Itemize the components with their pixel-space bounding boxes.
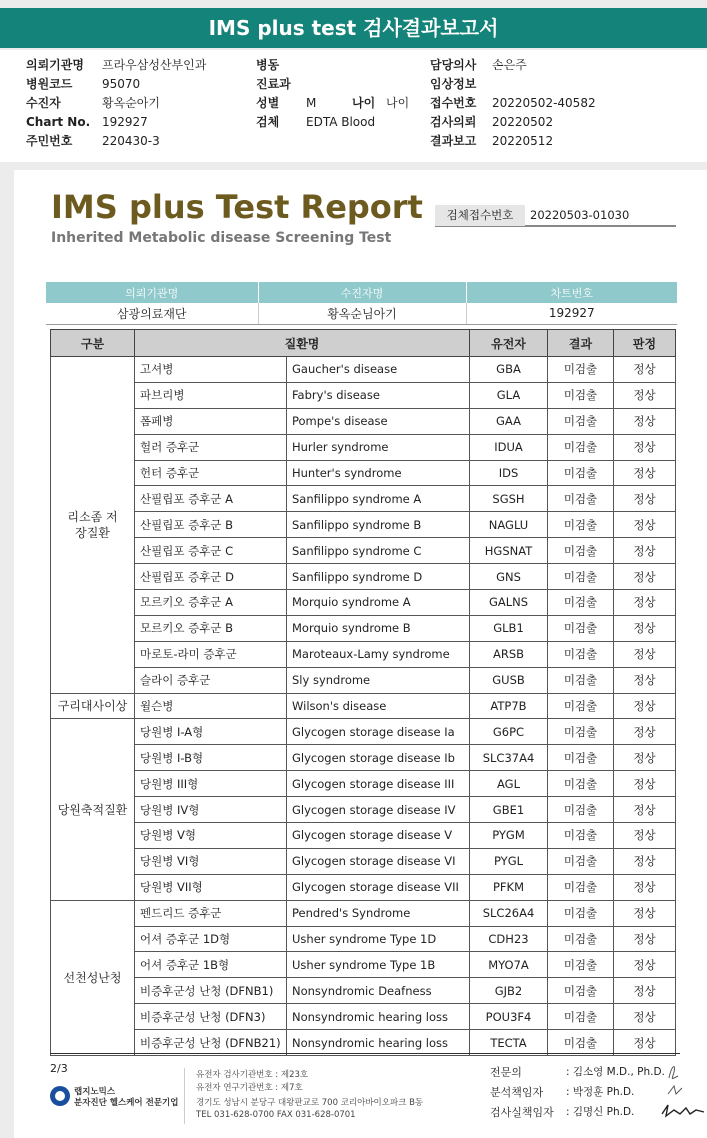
disease-en-cell: Nonsyndromic hearing loss <box>287 1004 470 1030</box>
gene-cell: HGSNAT <box>470 538 548 564</box>
info-column-2 <box>256 56 426 132</box>
result-cell: 미검출 <box>548 512 614 538</box>
gene-cell: GALNS <box>470 590 548 616</box>
disease-en-cell: Usher syndrome Type 1B <box>287 952 470 978</box>
result-cell: 미검출 <box>548 641 614 667</box>
signer-role: 전문의 <box>490 1066 522 1079</box>
doctor-value: 손은주 <box>492 58 527 72</box>
table-row <box>51 486 676 512</box>
disease-en-cell: Glycogen storage disease III <box>287 771 470 797</box>
judgement-cell: 정상 <box>614 512 676 538</box>
result-cell: 미검출 <box>548 797 614 823</box>
table-row <box>51 408 676 434</box>
result-cell: 미검출 <box>548 615 614 641</box>
disease-en-cell: Fabry's disease <box>287 382 470 408</box>
disease-ko-cell: 헌터 증후군 <box>135 460 287 486</box>
table-row <box>51 1004 676 1030</box>
disease-ko-cell: 당원병 VII형 <box>135 874 287 900</box>
report-date-value: 20220512 <box>492 134 554 148</box>
chart-no-label: Chart No. <box>26 115 91 129</box>
patient-info-panel <box>0 50 707 162</box>
report-page <box>14 170 707 1138</box>
judgement-cell: 정상 <box>614 1004 676 1030</box>
judgement-cell: 정상 <box>614 771 676 797</box>
judgement-cell: 정상 <box>614 1030 676 1056</box>
judgement-cell: 정상 <box>614 460 676 486</box>
disease-en-cell: Hunter's syndrome <box>287 460 470 486</box>
disease-ko-cell: 당원병 V형 <box>135 823 287 849</box>
hospital-code-value: 95070 <box>102 77 141 91</box>
request-date-value: 20220502 <box>492 115 554 129</box>
gene-cell: IDS <box>470 460 548 486</box>
disease-ko-cell: 어셔 증후군 1D형 <box>135 926 287 952</box>
dept-label: 진료과 <box>256 77 291 91</box>
disease-ko-cell: 당원병 I-A형 <box>135 719 287 745</box>
result-cell: 미검출 <box>548 952 614 978</box>
disease-en-cell: Wilson's disease <box>287 693 470 719</box>
judgement-cell: 정상 <box>614 408 676 434</box>
gene-cell: POU3F4 <box>470 1004 548 1030</box>
result-cell: 미검출 <box>548 719 614 745</box>
disease-en-cell: Morquio syndrome B <box>287 615 470 641</box>
disease-ko-cell: 비증후군성 난청 (DFN3) <box>135 1004 287 1030</box>
patient-header: 수진자명 <box>258 282 466 303</box>
disease-en-cell: Pompe's disease <box>287 408 470 434</box>
patient-label: 수진자 <box>26 96 61 110</box>
disease-ko-cell: 어셔 증후군 1B형 <box>135 952 287 978</box>
result-cell: 미검출 <box>548 693 614 719</box>
receipt-no-value: 20220502-40582 <box>492 96 596 110</box>
disease-ko-cell: 비증후군성 난청 (DFNB1) <box>135 978 287 1004</box>
judgement-cell: 정상 <box>614 823 676 849</box>
gene-cell: GLA <box>470 382 548 408</box>
judgement-cell: 정상 <box>614 357 676 383</box>
results-body <box>51 357 676 1056</box>
sex-label: 성별 <box>256 96 280 110</box>
disease-ko-cell: 모르키오 증후군 B <box>135 615 287 641</box>
doctor-label: 담당의사 <box>430 58 477 72</box>
request-date-label: 검사의뢰 <box>430 115 477 129</box>
table-row <box>51 978 676 1004</box>
result-cell: 미검출 <box>548 823 614 849</box>
judgement-cell: 정상 <box>614 874 676 900</box>
result-cell: 미검출 <box>548 564 614 590</box>
table-row <box>51 1030 676 1056</box>
lab-address: 경기도 성남시 분당구 대왕판교로 700 코리아바이오파크 B동 <box>196 1098 424 1108</box>
judgement-cell: 정상 <box>614 719 676 745</box>
disease-ko-cell: 슬라이 증후군 <box>135 667 287 693</box>
disease-en-cell: Glycogen storage disease Ib <box>287 745 470 771</box>
disease-en-cell: Hurler syndrome <box>287 434 470 460</box>
category-cell: 리소좀 저장질환 <box>51 357 135 694</box>
disease-ko-cell: 비증후군성 난청 (DFNB21) <box>135 1030 287 1056</box>
table-row <box>51 382 676 408</box>
gene-cell: PYGM <box>470 823 548 849</box>
patient-cell: 192927 <box>466 303 677 324</box>
result-cell: 미검출 <box>548 848 614 874</box>
disease-ko-cell: 당원병 VI형 <box>135 848 287 874</box>
report-title: IMS plus Test Report <box>51 188 423 226</box>
table-row <box>51 848 676 874</box>
hospital-label: 의뢰기관명 <box>26 58 84 72</box>
receipt-no-label: 접수번호 <box>430 96 477 110</box>
ward-label: 병동 <box>256 58 280 72</box>
table-row <box>51 900 676 926</box>
judgement-cell: 정상 <box>614 641 676 667</box>
gene-cell: ATP7B <box>470 693 548 719</box>
disease-en-cell: Nonsyndromic Deafness <box>287 978 470 1004</box>
disease-en-cell: Usher syndrome Type 1D <box>287 926 470 952</box>
gene-cell: NAGLU <box>470 512 548 538</box>
category-cell: 당원축적질환 <box>51 719 135 900</box>
disease-en-cell: Sly syndrome <box>287 667 470 693</box>
table-row <box>51 590 676 616</box>
age-label: 나이 <box>352 96 376 110</box>
judgement-cell: 정상 <box>614 382 676 408</box>
disease-ko-cell: 마로토-라미 증후군 <box>135 641 287 667</box>
signer-role: 검사실책임자 <box>490 1106 554 1119</box>
disease-en-cell: Glycogen storage disease IV <box>287 797 470 823</box>
disease-en-cell: Glycogen storage disease Ia <box>287 719 470 745</box>
disease-en-cell: Glycogen storage disease V <box>287 823 470 849</box>
logo-text: 랩지노믹스 <box>74 1087 116 1097</box>
result-cell: 미검출 <box>548 460 614 486</box>
report-footer <box>50 1053 680 1133</box>
table-row <box>51 512 676 538</box>
gene-cell: GUSB <box>470 667 548 693</box>
gene-cell: SLC26A4 <box>470 900 548 926</box>
lab-license-1: 유전자 검사기관번호 : 제23호 <box>196 1070 309 1080</box>
result-cell: 미검출 <box>548 874 614 900</box>
result-cell: 미검출 <box>548 926 614 952</box>
gene-cell: AGL <box>470 771 548 797</box>
disease-ko-cell: 산필립포 증후군 A <box>135 486 287 512</box>
disease-ko-cell: 당원병 IV형 <box>135 797 287 823</box>
gene-cell: TECTA <box>470 1030 548 1056</box>
report-header-title: IMS plus test 검사결과보고서 <box>0 8 707 48</box>
disease-ko-cell: 당원병 III형 <box>135 771 287 797</box>
gene-cell: GLB1 <box>470 615 548 641</box>
resident-no-label: 주민번호 <box>26 134 73 148</box>
signature-mark <box>660 1102 707 1120</box>
disease-ko-cell: 모르키오 증후군 A <box>135 590 287 616</box>
judgement-cell: 정상 <box>614 848 676 874</box>
specimen-label: 검체 <box>256 115 280 129</box>
judgement-cell: 정상 <box>614 538 676 564</box>
gene-cell: MYO7A <box>470 952 548 978</box>
receipt-value: 20220503-01030 <box>530 208 630 222</box>
gene-cell: SLC37A4 <box>470 745 548 771</box>
lab-license-2: 유전자 연구기관번호 : 제7호 <box>196 1083 303 1093</box>
age-value: 나이 <box>386 96 410 110</box>
results-header: 판정 <box>614 330 676 357</box>
results-header: 결과 <box>548 330 614 357</box>
result-cell: 미검출 <box>548 538 614 564</box>
logo-icon <box>50 1086 70 1106</box>
table-row <box>51 771 676 797</box>
result-cell: 미검출 <box>548 382 614 408</box>
disease-ko-cell: 폼페병 <box>135 408 287 434</box>
disease-en-cell: Glycogen storage disease VI <box>287 848 470 874</box>
category-cell: 선천성난청 <box>51 900 135 1055</box>
results-header: 유전자 <box>470 330 548 357</box>
table-row <box>51 874 676 900</box>
report-subtitle: Inherited Metabolic disease Screening Test <box>51 230 392 246</box>
gene-cell: GNS <box>470 564 548 590</box>
table-row <box>51 926 676 952</box>
table-row <box>51 719 676 745</box>
signature-mark <box>666 1062 680 1082</box>
receipt-label: 검체접수번호 <box>435 205 525 226</box>
gene-cell: SGSH <box>470 486 548 512</box>
gene-cell: PYGL <box>470 848 548 874</box>
hospital-value: 프라우삼성산부인과 <box>102 58 207 72</box>
judgement-cell: 정상 <box>614 434 676 460</box>
judgement-cell: 정상 <box>614 900 676 926</box>
category-cell: 구리대사이상 <box>51 693 135 719</box>
patient-header: 의뢰기관명 <box>46 282 258 303</box>
table-row <box>51 797 676 823</box>
signer-name: : 김소영 M.D., Ph.D. <box>566 1066 665 1078</box>
judgement-cell: 정상 <box>614 926 676 952</box>
result-cell: 미검출 <box>548 1004 614 1030</box>
lab-contact: TEL 031-628-0700 FAX 031-628-0701 <box>196 1110 356 1120</box>
result-cell: 미검출 <box>548 408 614 434</box>
disease-ko-cell: 헐러 증후군 <box>135 434 287 460</box>
table-row <box>51 641 676 667</box>
table-row <box>51 460 676 486</box>
disease-en-cell: Sanfilippo syndrome B <box>287 512 470 538</box>
logo-tagline: 분자진단 헬스케어 전문기업 <box>74 1098 179 1108</box>
result-cell: 미검출 <box>548 486 614 512</box>
table-row <box>51 952 676 978</box>
disease-en-cell: Morquio syndrome A <box>287 590 470 616</box>
page-number: 2/3 <box>50 1062 68 1075</box>
chart-no-value: 192927 <box>102 115 148 129</box>
patient-value: 황옥순아기 <box>102 96 160 110</box>
report-date-label: 결과보고 <box>430 134 477 148</box>
disease-ko-cell: 파브리병 <box>135 382 287 408</box>
signer-name: : 박정훈 Ph.D. <box>566 1086 635 1098</box>
judgement-cell: 정상 <box>614 745 676 771</box>
disease-en-cell: Gaucher's disease <box>287 357 470 383</box>
result-cell: 미검출 <box>548 667 614 693</box>
result-cell: 미검출 <box>548 978 614 1004</box>
disease-en-cell: Sanfilippo syndrome C <box>287 538 470 564</box>
disease-en-cell: Glycogen storage disease VII <box>287 874 470 900</box>
disease-ko-cell: 산필립포 증후군 B <box>135 512 287 538</box>
disease-ko-cell: 당원병 I-B형 <box>135 745 287 771</box>
results-table <box>50 329 676 1056</box>
specimen-receipt-box <box>435 205 676 227</box>
judgement-cell: 정상 <box>614 615 676 641</box>
table-row <box>51 693 676 719</box>
patient-header: 차트번호 <box>466 282 677 303</box>
table-row <box>51 564 676 590</box>
disease-ko-cell: 산필립포 증후군 D <box>135 564 287 590</box>
result-cell: 미검출 <box>548 900 614 926</box>
results-header: 질환명 <box>135 330 470 357</box>
gene-cell: CDH23 <box>470 926 548 952</box>
patient-cell: 삼광의료재단 <box>46 303 258 324</box>
patient-cell: 황옥순님아기 <box>258 303 466 324</box>
patient-summary-table <box>46 282 677 325</box>
specimen-value: EDTA Blood <box>306 115 376 129</box>
judgement-cell: 정상 <box>614 486 676 512</box>
disease-ko-cell: 고셔병 <box>135 357 287 383</box>
hospital-code-label: 병원코드 <box>26 77 73 91</box>
result-cell: 미검출 <box>548 590 614 616</box>
footer-divider <box>184 1068 185 1124</box>
signer-role: 분석책임자 <box>490 1086 544 1099</box>
judgement-cell: 정상 <box>614 693 676 719</box>
result-cell: 미검출 <box>548 357 614 383</box>
gene-cell: ARSB <box>470 641 548 667</box>
judgement-cell: 정상 <box>614 667 676 693</box>
gene-cell: G6PC <box>470 719 548 745</box>
judgement-cell: 정상 <box>614 590 676 616</box>
signer-name: : 김명신 Ph.D. <box>566 1106 635 1118</box>
gene-cell: GJB2 <box>470 978 548 1004</box>
table-row <box>51 823 676 849</box>
result-cell: 미검출 <box>548 771 614 797</box>
disease-en-cell: Sanfilippo syndrome D <box>287 564 470 590</box>
table-row <box>51 667 676 693</box>
judgement-cell: 정상 <box>614 564 676 590</box>
clinical-info-label: 임상정보 <box>430 77 477 91</box>
disease-en-cell: Nonsyndromic hearing loss <box>287 1030 470 1056</box>
table-row <box>51 538 676 564</box>
gene-cell: PFKM <box>470 874 548 900</box>
judgement-cell: 정상 <box>614 797 676 823</box>
gene-cell: GBA <box>470 357 548 383</box>
result-cell: 미검출 <box>548 1030 614 1056</box>
resident-no-value: 220430-3 <box>102 134 160 148</box>
table-row <box>51 615 676 641</box>
table-row <box>51 745 676 771</box>
gene-cell: GAA <box>470 408 548 434</box>
table-row <box>51 357 676 383</box>
disease-en-cell: Pendred's Syndrome <box>287 900 470 926</box>
result-cell: 미검출 <box>548 434 614 460</box>
disease-ko-cell: 산필립포 증후군 C <box>135 538 287 564</box>
disease-en-cell: Maroteaux-Lamy syndrome <box>287 641 470 667</box>
disease-en-cell: Sanfilippo syndrome A <box>287 486 470 512</box>
gene-cell: GBE1 <box>470 797 548 823</box>
sex-value: M <box>306 96 317 110</box>
judgement-cell: 정상 <box>614 952 676 978</box>
disease-ko-cell: 펜드리드 증후군 <box>135 900 287 926</box>
table-row <box>51 434 676 460</box>
info-column-1 <box>26 56 246 151</box>
results-header: 구분 <box>51 330 135 357</box>
signature-mark <box>666 1082 686 1100</box>
judgement-cell: 정상 <box>614 978 676 1004</box>
result-cell: 미검출 <box>548 745 614 771</box>
info-column-3 <box>430 56 670 151</box>
gene-cell: IDUA <box>470 434 548 460</box>
disease-ko-cell: 윌슨병 <box>135 693 287 719</box>
